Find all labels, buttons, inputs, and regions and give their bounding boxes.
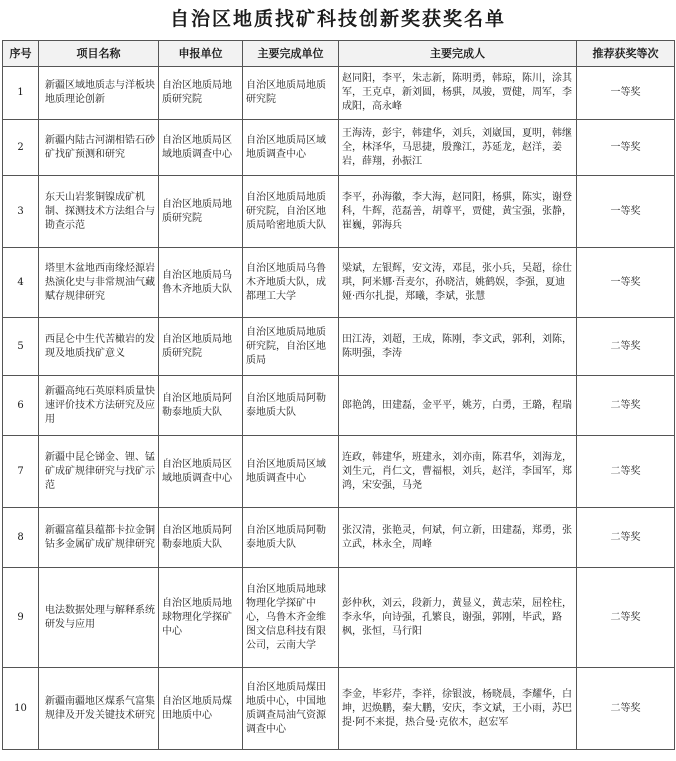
header-index: 序号	[3, 41, 39, 67]
row-award: 二等奖	[577, 668, 675, 750]
row-units: 自治区地质局地球物理化学探矿中心，乌鲁木齐金维图文信息科技有限公司，云南大学	[243, 568, 339, 668]
row-people: 张汉清，张艳灵，何斌，何立新，田建磊，郑勇，张立武，林永全，周峰	[339, 508, 577, 568]
row-index: 2	[3, 120, 39, 176]
table-row	[3, 120, 675, 176]
table-row	[3, 568, 675, 668]
row-index: 7	[3, 436, 39, 508]
row-units: 自治区地质局阿勒泰地质大队	[243, 508, 339, 568]
row-award: 二等奖	[577, 568, 675, 668]
row-index: 10	[3, 668, 39, 750]
row-applicant: 自治区地质局地球物理化学探矿中心	[159, 568, 243, 668]
row-units: 自治区地质局阿勒泰地质大队	[243, 376, 339, 436]
row-applicant: 自治区地质局煤田地质中心	[159, 668, 243, 750]
row-units: 自治区地质局煤田地质中心，中国地质调查局油气资源调查中心	[243, 668, 339, 750]
row-applicant: 自治区地质局阿勒泰地质大队	[159, 376, 243, 436]
row-index: 5	[3, 318, 39, 376]
table-row	[3, 318, 675, 376]
row-award: 二等奖	[577, 436, 675, 508]
row-people: 彭仲秋，刘云，段新力，黄显义，黄志荣，屈栓柱，李永华，向诗强，孔繁良，谢强，郭刚，毕武，路枫，张恒，马行阳	[339, 568, 577, 668]
row-people: 梁斌，左银辉，安文涛，邓昆，张小兵，吴超，徐仕琪，阿米娜·吾麦尔，孙晓洁，姚鹤娱，李强，夏迪娅·西尔扎提，郑曦，李斌，张慧	[339, 248, 577, 318]
row-project: 东天山岩浆铜镍成矿机制、探测技术方法组合与勘查示范	[39, 176, 159, 248]
row-project: 新疆区域地质志与洋板块地质理论创新	[39, 67, 159, 120]
header-award: 推荐获奖等次	[577, 41, 675, 67]
row-award: 一等奖	[577, 67, 675, 120]
row-award: 一等奖	[577, 248, 675, 318]
row-units: 自治区地质局地质研究院	[243, 67, 339, 120]
table-row	[3, 436, 675, 508]
table-row	[3, 67, 675, 120]
row-people: 田江涛，刘超，王成，陈刚，李文武，郭利，刘陈，陈明强，李涛	[339, 318, 577, 376]
row-units: 自治区地质局区域地质调查中心	[243, 120, 339, 176]
row-project: 西昆仑中生代苦橄岩的发现及地质找矿意义	[39, 318, 159, 376]
row-applicant: 自治区地质局地质研究院	[159, 318, 243, 376]
row-units: 自治区地质局区域地质调查中心	[243, 436, 339, 508]
row-award: 一等奖	[577, 176, 675, 248]
row-index: 8	[3, 508, 39, 568]
row-project: 新疆南疆地区煤系气富集规律及开发关键技术研究	[39, 668, 159, 750]
row-project: 新疆内陆古河湖相锆石砂矿找矿预测和研究	[39, 120, 159, 176]
row-people: 王海涛，彭宇，韩建华，刘兵，刘崴国，夏明，韩继全，林泽华，马思捷，殷豫江，苏延龙，赵洋，姜岩，薛翔，孙振江	[339, 120, 577, 176]
row-people: 连政，韩建华，班建永，刘亦南，陈君华，刘海龙，刘生元，肖仁文，曹福根，刘兵，赵洋，李国军，郑鸿，宋安强，马尧	[339, 436, 577, 508]
row-units: 自治区地质局乌鲁木齐地质大队，成都理工大学	[243, 248, 339, 318]
row-applicant: 自治区地质局乌鲁木齐地质大队	[159, 248, 243, 318]
header-people: 主要完成人	[339, 41, 577, 67]
table-header-row	[3, 41, 675, 67]
row-people: 赵同阳，李平，朱志新，陈明勇，韩琼，陈川，涂其军，王克卓，新刘圆，杨骐，凤骏，贾健，周军，李成阳，高永峰	[339, 67, 577, 120]
row-applicant: 自治区地质局区域地质调查中心	[159, 436, 243, 508]
row-project: 塔里木盆地西南缘烃源岩热演化史与非常规油气藏赋存规律研究	[39, 248, 159, 318]
row-project: 电法数据处理与解释系统研发与应用	[39, 568, 159, 668]
page-title: 自治区地质找矿科技创新奖获奖名单	[169, 8, 506, 30]
row-people: 李金，毕彩芹，李祥，徐银波，杨晓晨，李耀华，白坤，迟焕鹏，秦大鹏，安庆，李文斌，王小雨，苏巴提·阿不来提，热合曼·克依木，赵宏军	[339, 668, 577, 750]
row-award: 一等奖	[577, 120, 675, 176]
row-applicant: 自治区地质局地质研究院	[159, 176, 243, 248]
header-applicant: 申报单位	[159, 41, 243, 67]
row-units: 自治区地质局地质研究院，自治区地质局	[243, 318, 339, 376]
row-project: 新疆高纯石英原料质量快速评价技术方法研究及应用	[39, 376, 159, 436]
row-project: 新疆中昆仑锑金、锂、锰矿成矿规律研究与找矿示范	[39, 436, 159, 508]
header-units: 主要完成单位	[243, 41, 339, 67]
row-award: 二等奖	[577, 318, 675, 376]
row-award: 二等奖	[577, 508, 675, 568]
row-applicant: 自治区地质局地质研究院	[159, 67, 243, 120]
row-index: 4	[3, 248, 39, 318]
row-applicant: 自治区地质局阿勒泰地质大队	[159, 508, 243, 568]
row-people: 李平，孙海徽，李大海，赵同阳，杨骐，陈实，谢登科，牛辉，范磊善，胡尊平，贾健，黄宝强，张静，崔巍，郭海兵	[339, 176, 577, 248]
table-row	[3, 176, 675, 248]
row-index: 1	[3, 67, 39, 120]
table-row	[3, 668, 675, 750]
award-table	[2, 40, 675, 750]
row-index: 3	[3, 176, 39, 248]
row-applicant: 自治区地质局区域地质调查中心	[159, 120, 243, 176]
table-row	[3, 248, 675, 318]
row-project: 新疆富蕴县蕴都卡拉金铜钴多金属矿成矿规律研究	[39, 508, 159, 568]
row-index: 9	[3, 568, 39, 668]
row-people: 郎艳鸽，田建磊，金平平，姚芳，白勇，王璐，程瑞	[339, 376, 577, 436]
header-project: 项目名称	[39, 41, 159, 67]
table-row	[3, 376, 675, 436]
row-index: 6	[3, 376, 39, 436]
row-units: 自治区地质局地质研究院，自治区地质局哈密地质大队	[243, 176, 339, 248]
table-row	[3, 508, 675, 568]
row-award: 二等奖	[577, 376, 675, 436]
